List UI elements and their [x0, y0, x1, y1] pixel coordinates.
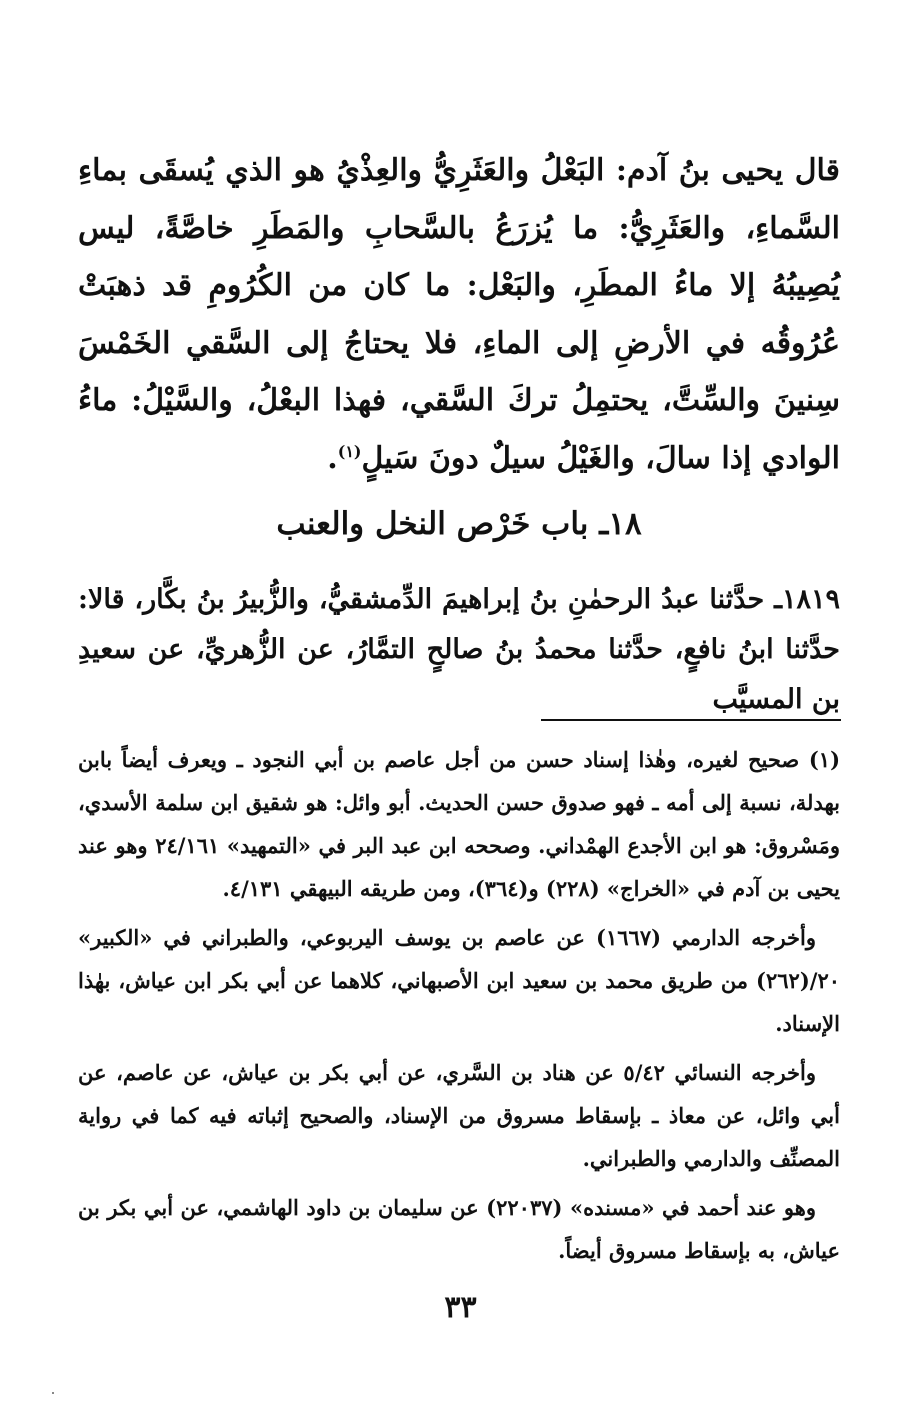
scan-speck — [52, 1392, 54, 1394]
footnote-paragraph-4: وهو عند أحمد في «مسنده» (٢٢٠٣٧) عن سليمان بن داود الهاشمي، عن أبي بكر بن عياش، به بإسقاط مسروق أيضاً. — [78, 1195, 840, 1263]
footnote-separator — [541, 719, 841, 721]
footnote-marker: (١) — [337, 441, 362, 461]
footnote-paragraph-3: وأخرجه النسائي ٥/٤٢ عن هناد بن السَّري، عن أبي بكر بن عياش، عن عاصم، عن أبي وائل، عن معاذ ـ بإسقاط مسروق من الإسناد، والصحيح إثباته فيه كما في رواية المصنِّف والدارمي والطبراني. — [78, 1060, 840, 1171]
hadith-text: ١٨١٩ـ حدَّثنا عبدُ الرحمٰنِ بنُ إبراهيمَ الدِّمشقيُّ، والزُّبيرُ بنُ بكَّار، قالا: حدَّثنا ابنُ نافعٍ، حدَّثنا محمدُ بنُ صالحٍ التمَّارُ، عن الزُّهريِّ، عن سعيدِ بن المسيَّب — [78, 584, 840, 715]
main-paragraph-text: قال يحيى بنُ آدم: البَعْلُ والعَثَرِيُّ والعِذْيُ هو الذي يُسقَى بماءِ السَّماءِ، والعَثَرِيُّ: ما يُزرَعُ بالسَّحابِ والمَطَرِ خاصَّةً، ليس يُصِيبُهُ إلا ماءُ المطَرِ، والبَعْل: ما كان من الكُرُومِ قد ذهبَتْ عُرُوقُه في الأرضِ إلى الماءِ، فلا يحتاجُ إلى السَّقي الخَمْسَ سِنينَ والسِّتَّ، يحتمِلُ تركَ السَّقي، فهذا البعْلُ، والسَّيْلُ: ماءُ الوادي إذا سالَ، والغَيْلُ سيلٌ دونَ سَيلٍ — [78, 153, 840, 476]
section-heading: ١٨ـ باب خَرْص النخل والعنب — [276, 506, 642, 542]
page-number: ٣٣ — [444, 1290, 477, 1325]
footnote-1: (١) صحيح لغيره، وهٰذا إسناد حسن من أجل عاصم بن أبي النجود ـ ويعرف أيضاً بابن بهدلة، نسبة إلى أمه ـ فهو صدوق حسن الحديث. أبو وائل: هو شقيق ابن سلمة الأسدي، ومَسْروق: هو ابن الأجدع الهمْداني. وصححه ابن عبد البر في «التمهيد» ٢٤/١٦١ وهو عند يحيى بن آدم في «الخراج» (٢٢٨) و(٣٦٤)، ومن طريقه البيهقي ٤/١٣١. — [78, 747, 841, 901]
main-paragraph — [78, 142, 840, 487]
main-paragraph-end: . — [327, 440, 338, 476]
hadith-block — [78, 575, 840, 725]
footnote-paragraph-2: وأخرجه الدارمي (١٦٦٧) عن عاصم بن يوسف اليربوعي، والطبراني في «الكبير» ٢٠/(٢٦٢) من طريق محمد بن سعيد ابن الأصبهاني، كلاهما عن أبي بكر ابن عياش، بهٰذا الإسناد. — [78, 925, 840, 1036]
footnotes-block — [78, 738, 840, 1278]
main-text-block — [78, 142, 840, 487]
